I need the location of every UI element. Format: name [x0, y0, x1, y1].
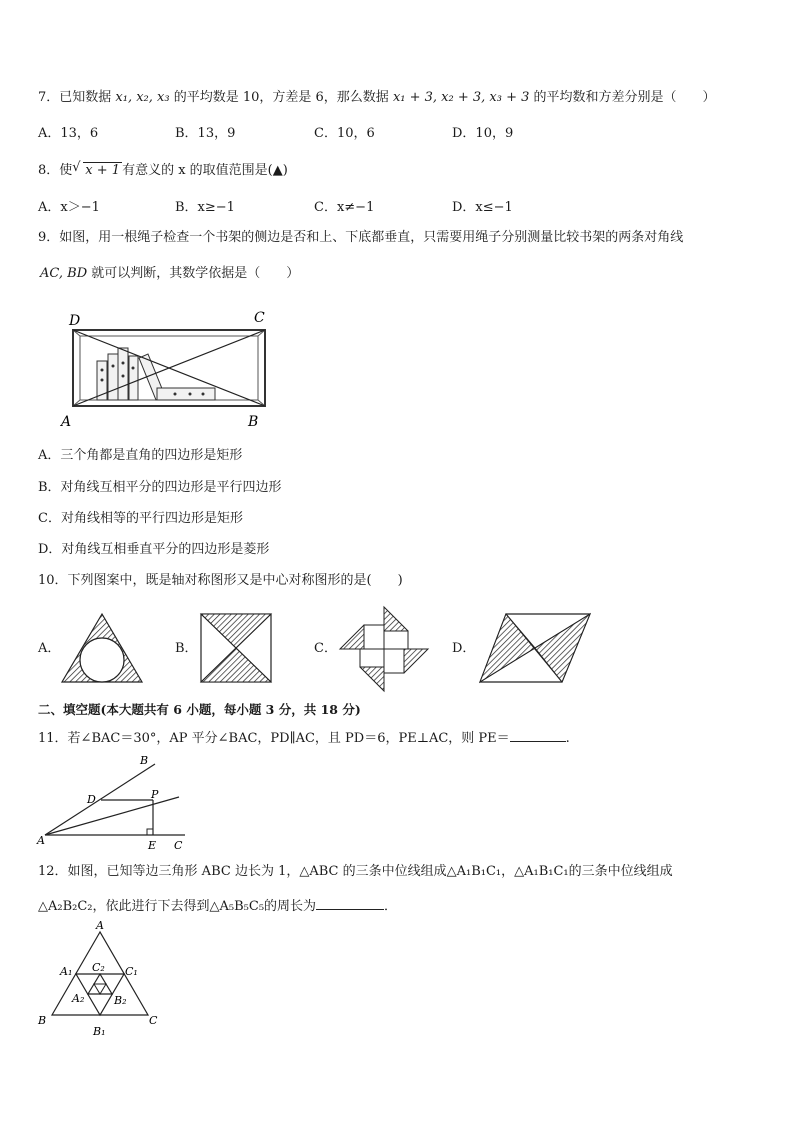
- math-expression: x₁, x₂, x₃: [115, 90, 170, 105]
- label-a: A: [37, 834, 45, 847]
- q10-option-b-label: B．: [175, 641, 198, 656]
- q7-option-d: D．10，9: [452, 126, 514, 141]
- q9-option-d: D．对角线互相垂直平分的四边形是菱形: [38, 542, 270, 557]
- label-b1: B₁: [93, 1025, 106, 1038]
- question-7: [38, 89, 716, 107]
- label-c2: C₂: [92, 961, 105, 974]
- punctuation: ．: [384, 899, 398, 914]
- label-b: B: [140, 754, 149, 767]
- label-e: E: [148, 839, 157, 850]
- question-number: 8．: [38, 163, 60, 178]
- section-heading: 二、填空题(本大题共有 6 小题，每小题 3 分，共 18 分): [38, 702, 361, 717]
- label-c: C: [149, 1014, 158, 1027]
- q10-option-d-label: D．: [452, 641, 476, 656]
- answer-blank[interactable]: [316, 896, 384, 910]
- question-number: 11．: [38, 731, 68, 746]
- ray-ap: [45, 797, 179, 835]
- bookshelf-figure: [55, 308, 280, 433]
- question-text: 如图，用一根绳子检查一个书架的侧边是否和上、下底都垂直，只需要用绳子分别测量比较书架的两条对角线: [59, 230, 684, 245]
- q9-option-b: B．对角线互相平分的四边形是平行四边形: [38, 480, 282, 495]
- question-number: 10．: [38, 573, 68, 588]
- question-text: △A₂B₂C₂，依此进行下去得到△A₅B₅C₅的周长为: [38, 899, 317, 914]
- label-p: P: [151, 788, 159, 801]
- label-c: C: [174, 839, 183, 850]
- question-text: 若∠BAC＝30°，AP 平分∠BAC，PD∥AC，且 PD＝6，PE⊥AC，则 PE＝: [67, 731, 510, 746]
- label-c1: C₁: [125, 965, 138, 978]
- q10-figure-d: [478, 612, 592, 684]
- question-8: [38, 162, 288, 180]
- question-text: 的平均数是 10，方差是 6，那么数据: [169, 90, 393, 105]
- q10-figure-b: [199, 612, 273, 684]
- book: [129, 356, 138, 400]
- q8-option-d: D．x≤−1: [452, 200, 513, 215]
- question-text: 使: [59, 163, 73, 178]
- math-expression: AC, BD: [40, 266, 88, 281]
- label-d: D: [69, 313, 81, 329]
- question-12: [38, 863, 673, 881]
- label-a: A: [61, 414, 72, 430]
- label-b2: B₂: [114, 994, 127, 1007]
- q11-figure: [35, 752, 195, 850]
- triangle-a3b3c3: [94, 984, 106, 994]
- q8-option-a: A．x＞−1: [38, 200, 100, 215]
- q10-figure-c: [338, 603, 432, 695]
- book-lying: [157, 388, 215, 400]
- q7-option-c: C．10，6: [314, 126, 375, 141]
- label-c: C: [254, 310, 265, 326]
- q10-option-c-label: C．: [314, 641, 337, 656]
- q9-option-a: A．三个角都是直角的四边形是矩形: [38, 448, 243, 463]
- label-a1: A₁: [60, 965, 73, 978]
- question-text: 已知数据: [59, 90, 116, 105]
- radicand: x + 1: [85, 163, 121, 178]
- question-number: 9．: [38, 230, 60, 245]
- label-b: B: [38, 1014, 47, 1027]
- question-text: 如图，已知等边三角形 ABC 边长为 1，△ABC 的三条中位线组成△A₁B₁C₁，△A₁B₁C₁的三条中位线组成: [67, 864, 673, 879]
- question-12-line2: [38, 896, 397, 916]
- book: [118, 348, 128, 400]
- book: [108, 354, 118, 400]
- question-9-line2: [40, 265, 299, 283]
- question-number: 7．: [38, 90, 60, 105]
- q9-option-c: C．对角线相等的平行四边形是矩形: [38, 511, 243, 526]
- label-d: D: [87, 793, 96, 806]
- question-text: 有意义的 x 的取值范围是(▲): [122, 163, 288, 178]
- q12-figure: [35, 918, 165, 1042]
- q8-option-b: B．x≥−1: [175, 200, 235, 215]
- sqrt-expression: √ x + 1: [72, 160, 121, 178]
- question-10: [38, 572, 403, 590]
- q7-option-a: A．13，6: [38, 126, 99, 141]
- question-number: 12．: [38, 864, 68, 879]
- question-text: 下列图案中，既是轴对称图形又是中心对称图形的是( ): [67, 573, 403, 588]
- label-a2: A₂: [72, 992, 85, 1005]
- label-a: A: [96, 919, 104, 932]
- question-11: [38, 728, 570, 748]
- answer-blank[interactable]: [510, 728, 566, 742]
- label-b: B: [248, 414, 259, 430]
- q7-option-b: B．13，9: [175, 126, 236, 141]
- punctuation: .: [565, 731, 570, 746]
- question-text: 的平均数和方差分别是（ ）: [529, 90, 716, 105]
- math-expression: x₁ + 3, x₂ + 3, x₃ + 3: [392, 90, 530, 105]
- question-9: [38, 229, 683, 247]
- q8-option-c: C．x≠−1: [314, 200, 375, 215]
- q10-option-a-label: A．: [38, 641, 61, 656]
- q10-figure-a: [60, 612, 145, 684]
- question-text: 就可以判断，其数学依据是（ ）: [87, 266, 300, 281]
